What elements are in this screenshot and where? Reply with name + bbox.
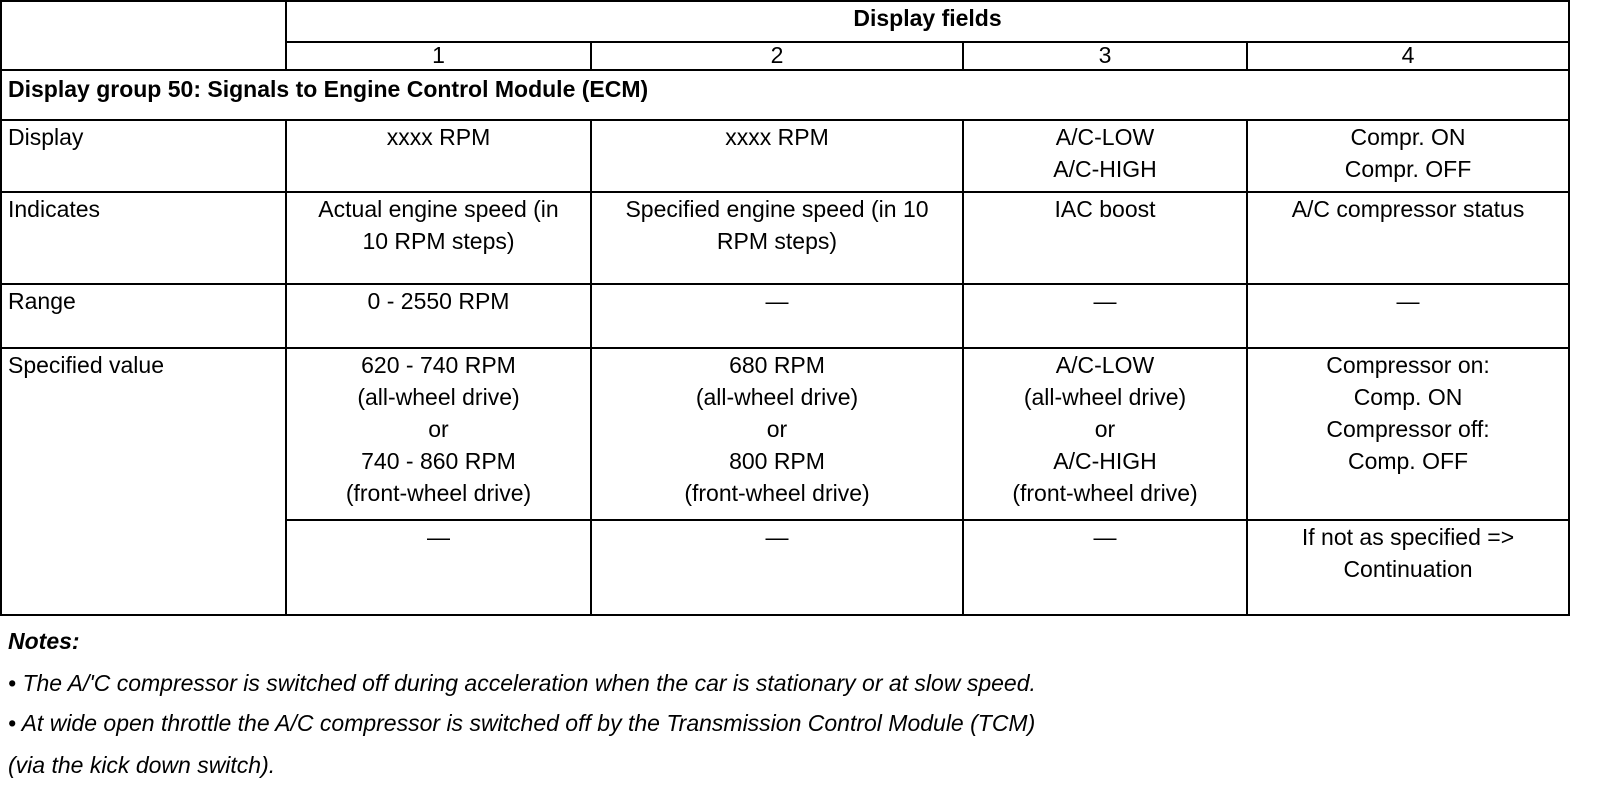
cell-line: xxxx RPM	[386, 124, 491, 150]
specified-field-1	[286, 348, 591, 520]
cell-line: or	[1094, 416, 1116, 442]
cell-line: RPM steps)	[716, 228, 838, 254]
cell-line: —	[765, 288, 789, 314]
cell-line: 740 - 860 RPM	[361, 448, 516, 474]
cell-line: Compr. OFF	[1344, 156, 1472, 182]
display-field-1	[286, 120, 591, 192]
cell-line: A/C-HIGH	[1053, 448, 1157, 474]
display-field-4	[1247, 120, 1569, 192]
cell-line: Compressor on:	[1326, 352, 1490, 378]
cell-line: 800 RPM	[729, 448, 825, 474]
indicates-field-1	[286, 192, 591, 284]
cell-line: Specified engine speed (in 10	[625, 196, 929, 222]
field-number-4: 4	[1247, 42, 1569, 70]
cell-line: (front-wheel drive)	[1012, 480, 1198, 506]
cell-line: Comp. OFF	[1347, 448, 1469, 474]
note-wide-open-throttle: • At wide open throttle the A/C compressor is switched off by the Transmission Control Module (TCM)	[8, 710, 1036, 736]
display-field-3	[963, 120, 1247, 192]
cell-line: —	[765, 524, 789, 550]
table-row-range	[1, 284, 1569, 348]
cell-line: A/C-HIGH	[1053, 156, 1157, 182]
cell-line: —	[1093, 288, 1117, 314]
table-row-indicates	[1, 192, 1569, 284]
range-field-4	[1247, 284, 1569, 348]
row-label-indicates: Indicates	[1, 192, 286, 284]
range-field-1	[286, 284, 591, 348]
field-number-2: 2	[591, 42, 963, 70]
cell-line: —	[1396, 288, 1420, 314]
cell-line: Comp. ON	[1353, 384, 1463, 410]
cell-line: (front-wheel drive)	[684, 480, 870, 506]
row-label-range: Range	[1, 284, 286, 348]
specified-field-4	[1247, 348, 1569, 520]
specified-field-2	[591, 348, 963, 520]
cell-line: A/C-LOW	[1055, 352, 1155, 378]
range-field-2	[591, 284, 963, 348]
cell-line: —	[427, 524, 450, 550]
cell-line: or	[766, 416, 788, 442]
indicates-field-2	[591, 192, 963, 284]
group-title: Display group 50: Signals to Engine Control Module (ECM)	[1, 70, 1569, 120]
continuation-field-2	[591, 520, 963, 615]
range-field-3	[963, 284, 1247, 348]
table-row-display	[1, 120, 1569, 192]
cell-line: A/C compressor status	[1291, 196, 1525, 222]
table-header-row	[1, 1, 1569, 42]
continuation-field-1	[286, 520, 591, 615]
cell-line: IAC boost	[1054, 196, 1156, 222]
display-fields-header: Display fields	[286, 1, 1569, 42]
notes-title: Notes:	[8, 628, 80, 654]
cell-line: —	[1093, 524, 1117, 550]
cell-line: Compr. ON	[1350, 124, 1466, 150]
field-number-3: 3	[963, 42, 1247, 70]
cell-line: 10 RPM steps)	[362, 228, 515, 254]
indicates-field-4	[1247, 192, 1569, 284]
table-row-specified-value	[1, 348, 1569, 520]
cell-line: Compressor off:	[1326, 416, 1490, 442]
row-label-specified-value: Specified value	[1, 348, 286, 615]
continuation-field-3	[963, 520, 1247, 615]
cell-line: (front-wheel drive)	[345, 480, 532, 506]
header-empty-cell	[1, 1, 286, 70]
cell-line: or	[428, 416, 449, 442]
display-field-2	[591, 120, 963, 192]
cell-line: A/C-LOW	[1055, 124, 1155, 150]
continuation-field-4	[1247, 520, 1569, 615]
row-label-display: Display	[1, 120, 286, 192]
specified-field-3	[963, 348, 1247, 520]
cell-line: (all-wheel drive)	[695, 384, 859, 410]
cell-line: 620 - 740 RPM	[361, 352, 516, 378]
cell-line: Continuation	[1343, 556, 1473, 582]
note-kick-down-switch: (via the kick down switch).	[8, 752, 276, 778]
cell-line: (all-wheel drive)	[1023, 384, 1187, 410]
cell-line: xxxx RPM	[725, 124, 829, 150]
indicates-field-3	[963, 192, 1247, 284]
note-compressor-acceleration: • The A/'C compressor is switched off during acceleration when the car is stationary or at slow speed.	[8, 670, 1036, 696]
cell-line: 680 RPM	[729, 352, 825, 378]
cell-line: Actual engine speed (in	[318, 196, 559, 222]
cell-line: 0 - 2550 RPM	[367, 288, 510, 314]
field-number-1: 1	[286, 42, 591, 70]
cell-line: (all-wheel drive)	[357, 384, 520, 410]
group-title-row	[1, 70, 1569, 120]
cell-line: If not as specified =>	[1301, 524, 1515, 550]
